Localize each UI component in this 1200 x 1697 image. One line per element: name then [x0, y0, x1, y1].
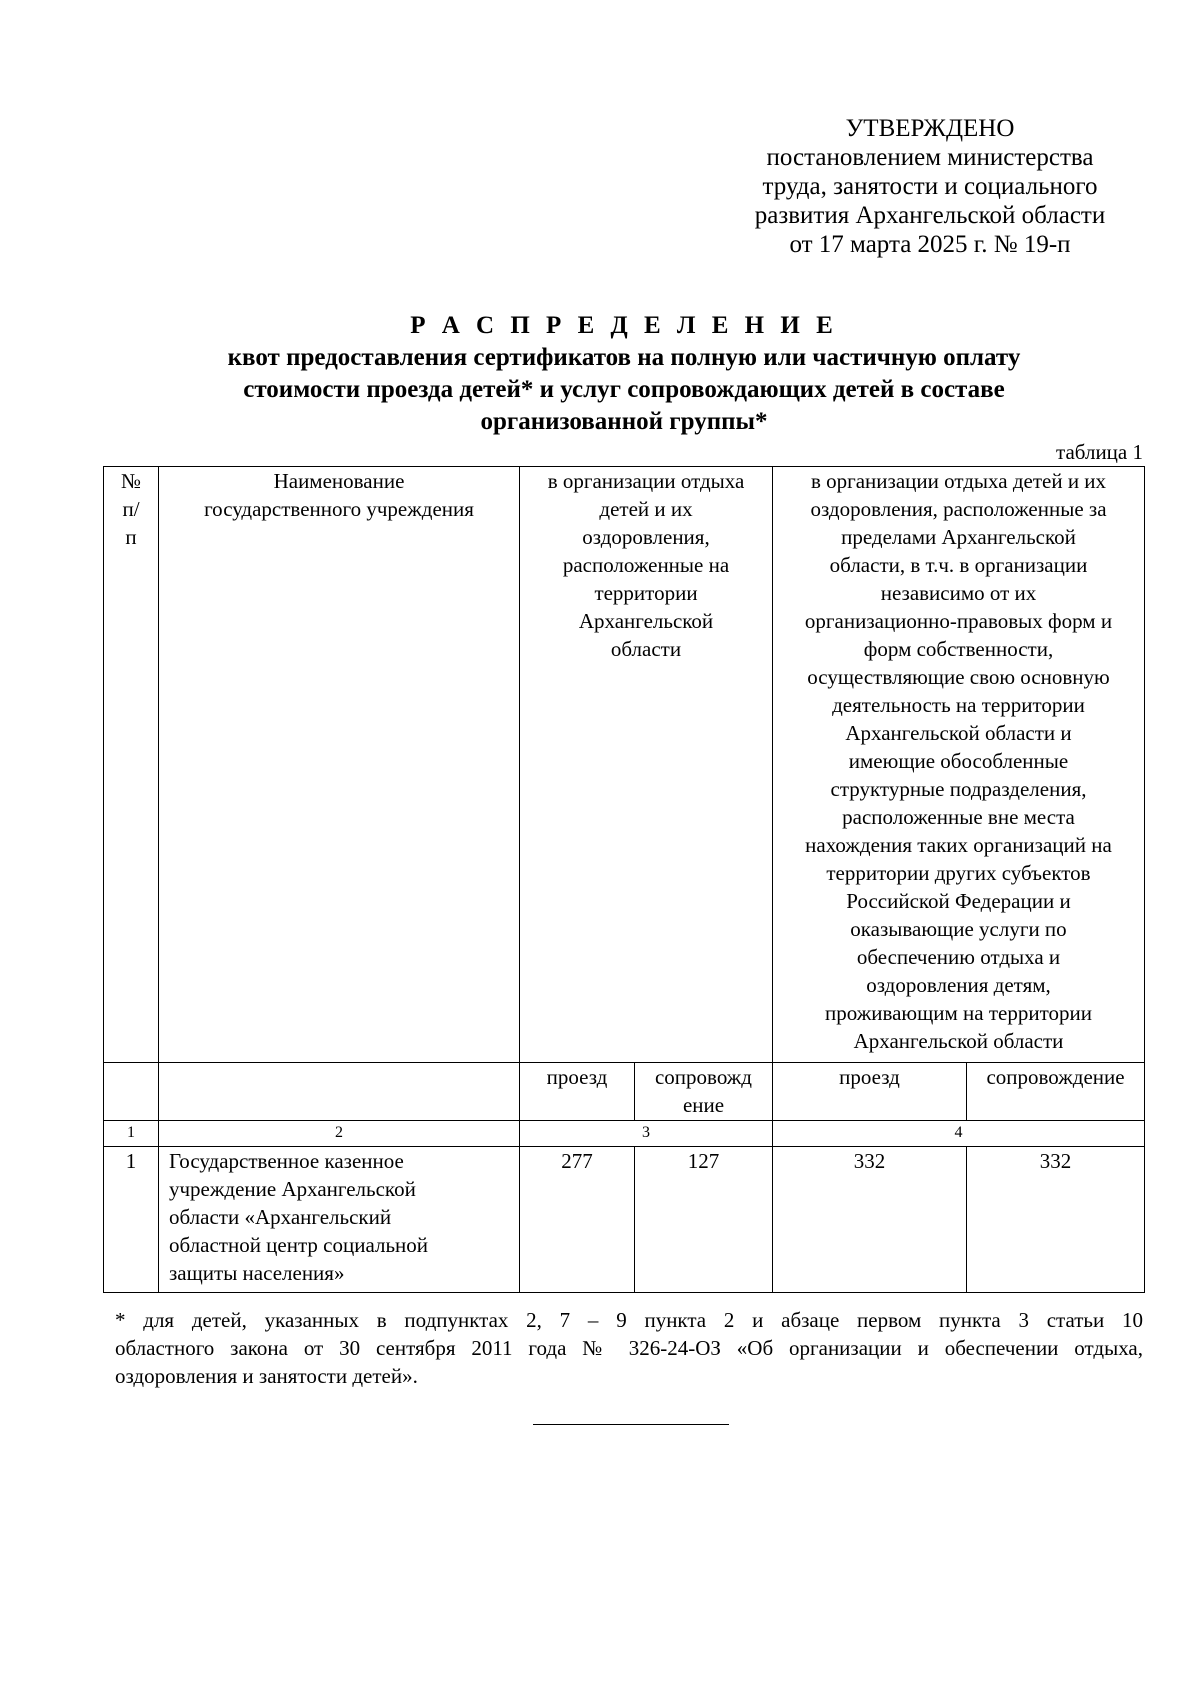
approval-line: УТВЕРЖДЕНО — [845, 115, 1015, 142]
title-line: квот предоставления сертификатов на полную или частичную оплату — [227, 344, 1021, 371]
header-name: Наименование государственного учреждения — [159, 467, 520, 1063]
row-num: 1 — [104, 1147, 159, 1293]
row-out-travel: 332 — [773, 1147, 967, 1293]
footnote — [115, 1306, 1143, 1390]
header-num: № п/ п — [104, 467, 159, 1063]
row-out-escort: 332 — [967, 1147, 1145, 1293]
subheader-in-travel: проезд — [520, 1063, 635, 1121]
row-name: Государственное казенное учреждение Архангельской области «Архангельский областной центр социальной защиты населения» — [159, 1147, 520, 1293]
title-line: организованной группы* — [480, 408, 768, 435]
table-header-row — [104, 467, 1145, 1063]
subheader-out-escort: сопровождение — [967, 1063, 1145, 1121]
subheader-in-escort: сопровожд ение — [635, 1063, 773, 1121]
document-title — [104, 310, 1144, 438]
table-label: таблица 1 — [1056, 440, 1143, 464]
quota-table — [103, 466, 1145, 1293]
column-number: 3 — [520, 1121, 773, 1147]
column-number: 2 — [159, 1121, 520, 1147]
row-in-escort: 127 — [635, 1147, 773, 1293]
subheader-empty — [104, 1063, 159, 1121]
title-line: стоимости проезда детей* и услуг сопровождающих детей в составе — [243, 376, 1005, 403]
column-numbers-row — [104, 1121, 1145, 1147]
row-in-travel: 277 — [520, 1147, 635, 1293]
column-number: 1 — [104, 1121, 159, 1147]
header-out-region: в организации отдыха детей и их оздоровления, расположенные за пределами Архангельской области, в т.ч. в организации независимо от их организационно-правовых форм и форм собственности, осуществляющие свою основную деятельность на территории Архангельской области и имеющие обособленные структурные подразделения, расположенные вне места нахождения таких организаций на территории других субъектов Российской Федерации и оказывающие услуги по обеспечению отдыха и оздоровления детям, проживающим на территории Архангельской области — [773, 467, 1145, 1063]
table-row — [104, 1147, 1145, 1293]
footnote-line: оздоровления и занятости детей». — [115, 1364, 418, 1388]
footnote-line: областного закона от 30 сентября 2011 года № 326-24-ОЗ «Об организации и обеспечении отдыха, — [115, 1336, 1143, 1360]
header-in-region: в организации отдыха детей и их оздоровления, расположенные на территории Архангельской области — [520, 467, 773, 1063]
approval-line: развития Архангельской области — [754, 202, 1106, 229]
approval-line: от 17 марта 2025 г. № 19-п — [789, 231, 1071, 258]
approval-stamp — [720, 114, 1140, 259]
approval-line: постановлением министерства — [766, 144, 1094, 171]
table-subheader-row — [104, 1063, 1145, 1121]
column-number: 4 — [773, 1121, 1145, 1147]
footnote-line: * для детей, указанных в подпунктах 2, 7 – 9 пункта 2 и абзаце первом пункта 3 статьи 10 — [115, 1308, 1143, 1332]
subheader-empty — [159, 1063, 520, 1121]
approval-line: труда, занятости и социального — [762, 173, 1098, 200]
title-heading: Р А С П Р Е Д Е Л Е Н И Е — [410, 312, 838, 339]
subheader-out-travel: проезд — [773, 1063, 967, 1121]
end-divider — [533, 1424, 729, 1425]
